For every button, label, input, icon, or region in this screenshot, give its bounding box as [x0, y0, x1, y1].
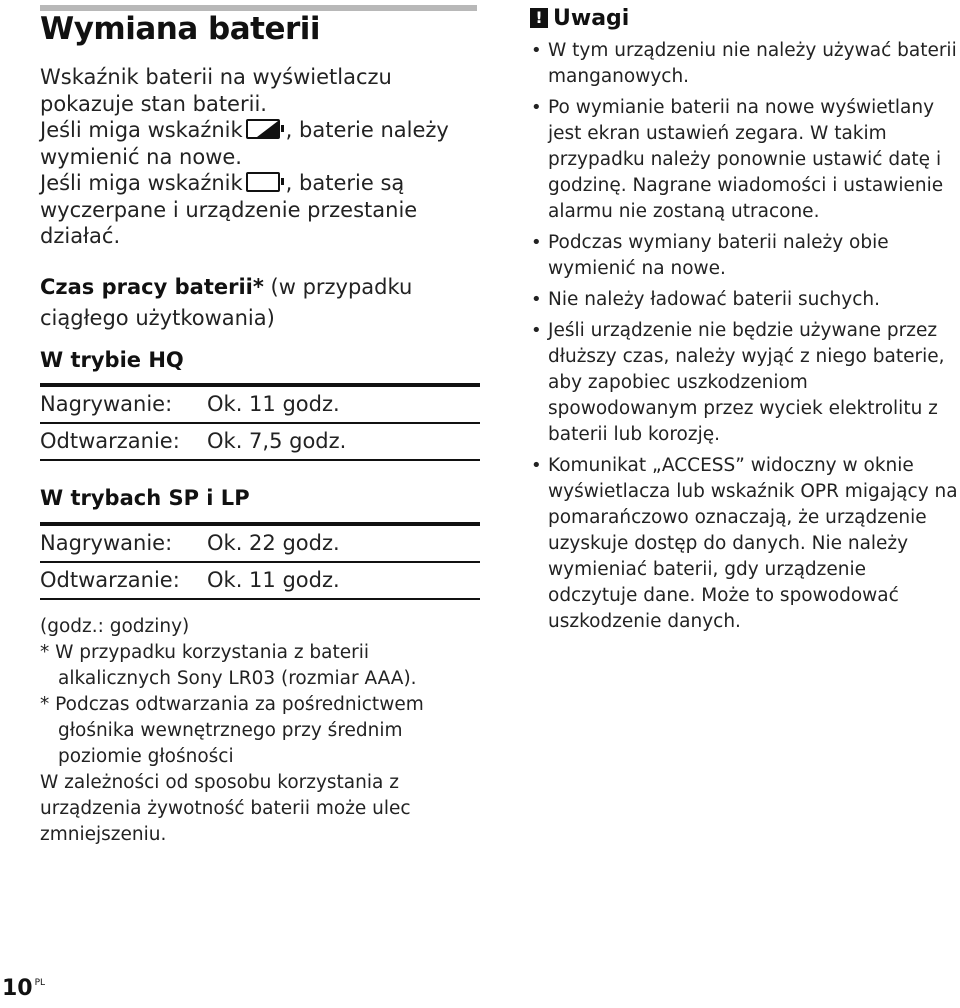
hq-mode-heading: W trybie HQ: [40, 347, 184, 372]
footnote-1: * W przypadku korzystania z baterii alkalicznych Sony LR03 (rozmiar AAA).: [40, 641, 417, 689]
abbreviation-note: (godz.: godziny): [40, 615, 190, 637]
list-item: • Nie należy ładować baterii suchych.: [530, 287, 960, 313]
notes-list: [530, 38, 960, 635]
list-item: • Po wymianie baterii na nowe wyświetlany jest ekran ustawień zegara. W takim przypadku należy ponownie ustawić datę i godzinę. Nagrane wiadomości i ustawienie alarmu nie zostaną utracone.: [530, 95, 960, 225]
intro-paragraph-1: Wskaźnik baterii na wyświetlaczu pokazuje stan baterii.: [40, 65, 392, 116]
table-row: Odtwarzanie: Ok. 7,5 godz.: [40, 422, 480, 459]
footnotes: [40, 614, 480, 848]
list-item: • W tym urządzeniu nie należy używać baterii manganowych.: [530, 38, 960, 90]
notes-heading: ! Uwagi: [530, 2, 960, 34]
table-row: Odtwarzanie: Ok. 11 godz.: [40, 561, 480, 598]
intro-paragraph-2: Jeśli miga wskaźnik , baterie należy wymienić na nowe.: [40, 118, 449, 169]
list-item: • Jeśli urządzenie nie będzie używane przez dłuższy czas, należy wyjąć z niego baterie, aby zapobiec uszkodzeniom spowodowanym przez wyciek elektrolitu z baterii lub korozję.: [530, 318, 960, 448]
language-code: PL: [34, 978, 46, 988]
closing-note: W zależności od sposobu korzystania z urządzenia żywotność baterii może ulec zmniejszeniu.: [40, 771, 411, 845]
battery-empty-icon: [246, 172, 280, 192]
right-column: [530, 0, 960, 640]
footnote-2: * Podczas odtwarzania za pośrednictwem głośnika wewnętrznego przy średnim poziomie głośności: [40, 693, 424, 767]
left-column: [40, 64, 480, 848]
list-item: • Komunikat „ACCESS” widoczny w oknie wyświetlacza lub wskaźnik OPR migający na pomarańczowo oznaczają, że urządzenie uzyskuje dostęp do danych. Nie należy wymieniać baterii, gdy urządzenie odczytuje dane. Może to spowodować uszkodzenie danych.: [530, 453, 960, 635]
table-row: Nagrywanie: Ok. 22 godz.: [40, 524, 480, 561]
list-item: • Podczas wymiany baterii należy obie wymienić na nowe.: [530, 230, 960, 282]
hq-table: [40, 383, 480, 459]
page-number: 10 $^{PL}$: [2, 976, 46, 1001]
sp-lp-mode-heading: W trybach SP i LP: [40, 486, 250, 510]
table-row: Nagrywanie: Ok. 11 godz.: [40, 385, 480, 422]
battery-low-icon: [246, 119, 280, 139]
battery-life-heading: Czas pracy baterii* (w przypadku ciągłego użytkowania): [40, 274, 413, 330]
intro-paragraph-3: Jeśli miga wskaźnik , baterie są wyczerpane i urządzenie przestanie działać.: [40, 171, 418, 248]
sp-lp-table: [40, 522, 480, 598]
warning-icon: !: [530, 8, 548, 28]
page-title: Wymiana baterii: [40, 11, 321, 47]
